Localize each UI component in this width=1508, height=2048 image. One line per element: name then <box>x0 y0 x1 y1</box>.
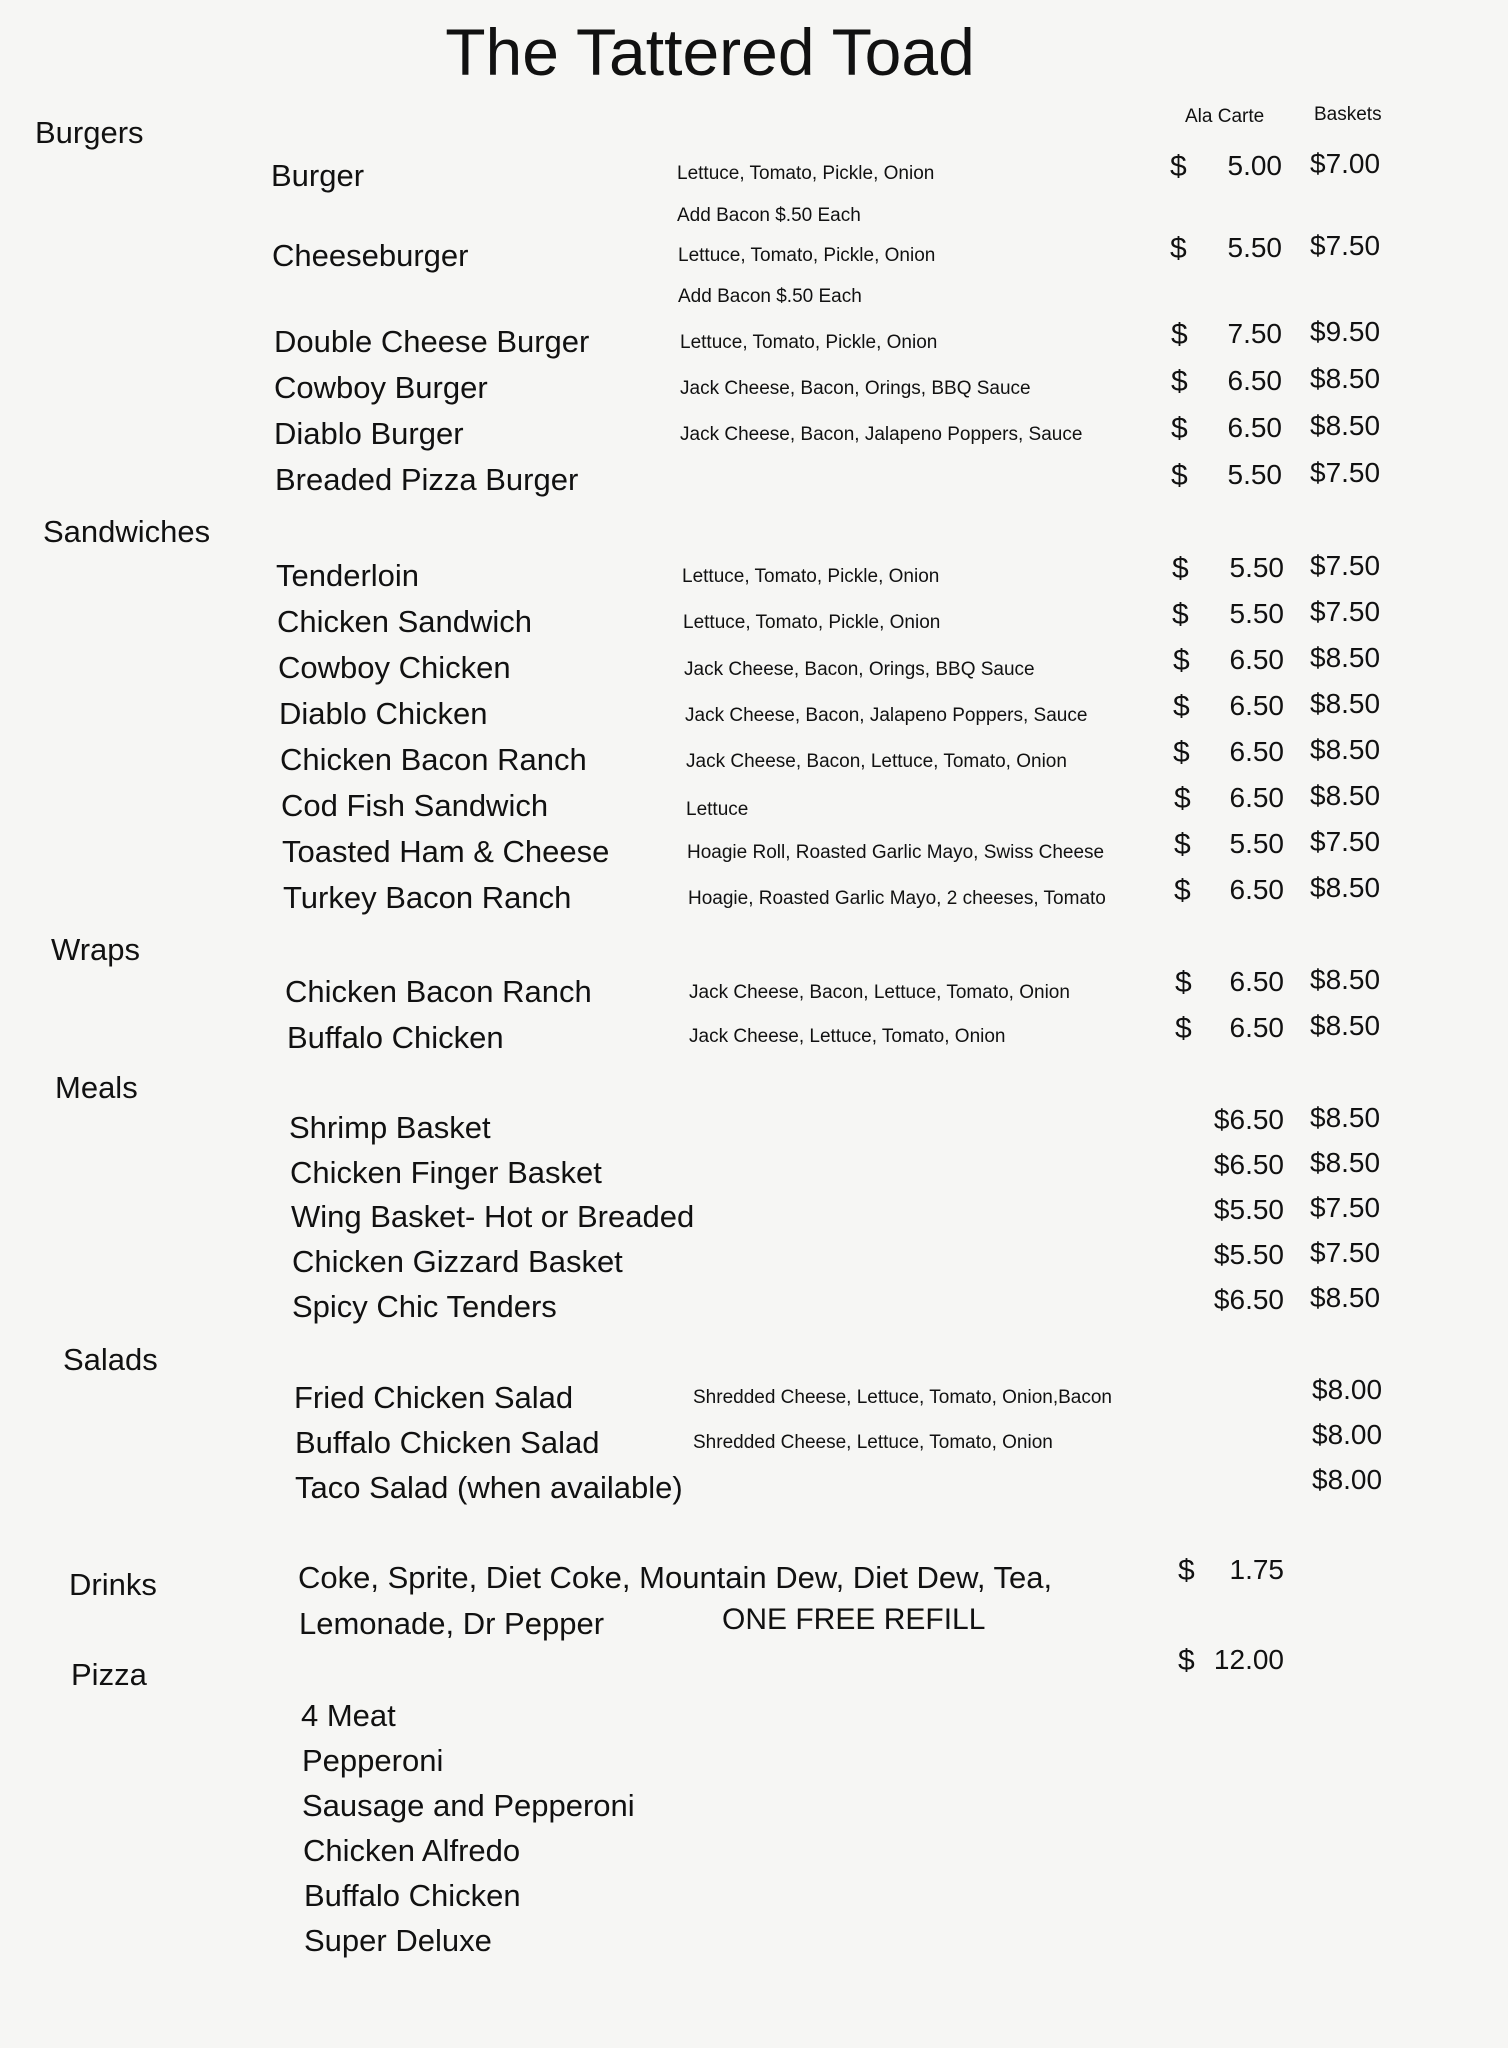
item-name: Breaded Pizza Burger <box>275 462 579 497</box>
item-name: Spicy Chic Tenders <box>292 1289 557 1324</box>
ala-carte-price: $6.50 <box>1213 1284 1284 1315</box>
ala-carte-price: 5.50 <box>1229 828 1284 859</box>
item-desc: Jack Cheese, Bacon, Lettuce, Tomato, Onion <box>686 751 1067 772</box>
drink-price: 1.75 <box>1229 1554 1284 1585</box>
item-desc: Lettuce, Tomato, Pickle, Onion <box>682 566 940 587</box>
basket-price: $7.50 <box>1310 230 1381 261</box>
ala-carte-price: 6.50 <box>1229 1012 1284 1043</box>
ala-carte-price: 5.50 <box>1227 232 1282 263</box>
ala-carte-price: 6.50 <box>1227 365 1282 396</box>
item-name: Cowboy Burger <box>274 370 488 405</box>
item-desc: Jack Cheese, Bacon, Orings, BBQ Sauce <box>680 378 1031 399</box>
section-pizza: Pizza <box>71 1657 147 1692</box>
ala-carte-price: 6.50 <box>1229 690 1284 721</box>
dollar-sign: $ <box>1174 828 1191 861</box>
item-name: Double Cheese Burger <box>274 324 590 359</box>
section-burgers: Burgers <box>35 115 144 150</box>
item-desc: Jack Cheese, Bacon, Jalapeno Poppers, Sauce <box>680 424 1083 445</box>
dollar-sign: $ <box>1178 1554 1195 1587</box>
item-desc: Shredded Cheese, Lettuce, Tomato, Onion <box>693 1432 1053 1453</box>
item-name: Fried Chicken Salad <box>294 1380 574 1415</box>
section-drinks: Drinks <box>69 1567 157 1602</box>
pizza-item: 4 Meat <box>301 1698 396 1733</box>
menu-title: The Tattered Toad <box>445 15 975 89</box>
dollar-sign: $ <box>1175 1012 1192 1045</box>
pizza-item: Buffalo Chicken <box>304 1878 521 1913</box>
dollar-sign: $ <box>1171 459 1188 492</box>
item-name: Diablo Burger <box>274 416 464 451</box>
ala-carte-price: 6.50 <box>1227 412 1282 443</box>
item-extra: Add Bacon $.50 Each <box>677 205 861 226</box>
ala-carte-price: $5.50 <box>1213 1194 1284 1225</box>
dollar-sign: $ <box>1170 150 1187 183</box>
basket-price: $8.50 <box>1310 363 1381 394</box>
basket-price: $8.00 <box>1312 1464 1383 1495</box>
ala-carte-price: 6.50 <box>1229 874 1284 905</box>
basket-price: $8.50 <box>1310 410 1381 441</box>
item-name: Chicken Sandwich <box>277 604 533 639</box>
item-name: Cowboy Chicken <box>278 650 511 685</box>
item-name: Buffalo Chicken <box>287 1020 504 1055</box>
dollar-sign: $ <box>1174 874 1191 907</box>
item-desc: Lettuce, Tomato, Pickle, Onion <box>677 163 935 184</box>
basket-price: $7.50 <box>1310 550 1381 581</box>
item-name: Chicken Bacon Ranch <box>285 974 592 1009</box>
item-name: Chicken Bacon Ranch <box>280 742 587 777</box>
basket-price: $8.50 <box>1310 642 1381 673</box>
ala-carte-price: 5.50 <box>1229 552 1284 583</box>
item-desc: Hoagie, Roasted Garlic Mayo, 2 cheeses, Tomato <box>688 888 1106 909</box>
ala-carte-price: $5.50 <box>1213 1239 1284 1270</box>
basket-price: $8.50 <box>1310 964 1381 995</box>
dollar-sign: $ <box>1172 598 1189 631</box>
basket-price: $8.50 <box>1310 1102 1381 1133</box>
item-name: Wing Basket- Hot or Breaded <box>291 1199 695 1234</box>
pizza-item: Sausage and Pepperoni <box>302 1788 635 1823</box>
item-name: Tenderloin <box>276 558 420 593</box>
item-name: Turkey Bacon Ranch <box>283 880 572 915</box>
item-extra: Add Bacon $.50 Each <box>678 286 862 307</box>
dollar-sign: $ <box>1173 690 1190 723</box>
basket-price: $7.50 <box>1310 826 1381 857</box>
item-desc: Jack Cheese, Bacon, Lettuce, Tomato, Onion <box>689 982 1070 1003</box>
section-meals: Meals <box>55 1070 138 1105</box>
basket-price: $7.00 <box>1310 148 1381 179</box>
drinks-line: Lemonade, Dr Pepper <box>299 1606 605 1641</box>
ala-carte-price: 5.50 <box>1227 459 1282 490</box>
pizza-price: 12.00 <box>1213 1644 1284 1675</box>
item-desc: Shredded Cheese, Lettuce, Tomato, Onion,Bacon <box>693 1387 1112 1408</box>
basket-price: $8.00 <box>1312 1374 1383 1405</box>
dollar-sign: $ <box>1173 644 1190 677</box>
basket-price: $7.50 <box>1310 457 1381 488</box>
item-desc: Lettuce, Tomato, Pickle, Onion <box>678 245 936 266</box>
basket-price: $9.50 <box>1310 316 1381 347</box>
item-desc: Lettuce, Tomato, Pickle, Onion <box>683 612 941 633</box>
basket-price: $8.50 <box>1310 688 1381 719</box>
pizza-item: Chicken Alfredo <box>303 1833 521 1868</box>
basket-price: $8.50 <box>1310 734 1381 765</box>
item-name: Burger <box>271 158 365 193</box>
basket-price: $8.50 <box>1310 1147 1381 1178</box>
basket-price: $7.50 <box>1310 596 1381 627</box>
section-wraps: Wraps <box>51 932 141 967</box>
basket-price: $8.50 <box>1310 872 1381 903</box>
ala-carte-price: $6.50 <box>1213 1149 1284 1180</box>
section-salads: Salads <box>63 1342 158 1377</box>
col-header-baskets: Baskets <box>1314 104 1382 125</box>
dollar-sign: $ <box>1171 412 1188 445</box>
basket-price: $8.50 <box>1310 780 1381 811</box>
basket-price: $7.50 <box>1310 1237 1381 1268</box>
col-header-ala-carte: Ala Carte <box>1185 106 1265 127</box>
ala-carte-price: 7.50 <box>1227 318 1282 349</box>
dollar-sign: $ <box>1175 966 1192 999</box>
dollar-sign: $ <box>1170 232 1187 265</box>
pizza-item: Super Deluxe <box>304 1923 492 1958</box>
item-desc: Jack Cheese, Bacon, Orings, BBQ Sauce <box>684 659 1035 680</box>
dollar-sign: $ <box>1171 318 1188 351</box>
dollar-sign: $ <box>1171 365 1188 398</box>
item-name: Cheeseburger <box>272 238 469 273</box>
item-desc: Lettuce, Tomato, Pickle, Onion <box>680 332 938 353</box>
dollar-sign: $ <box>1173 736 1190 769</box>
basket-price: $8.00 <box>1312 1419 1383 1450</box>
item-name: Cod Fish Sandwich <box>281 788 549 823</box>
dollar-sign: $ <box>1174 782 1191 815</box>
refill-note: ONE FREE REFILL <box>722 1603 986 1636</box>
ala-carte-price: 6.50 <box>1229 782 1284 813</box>
dollar-sign: $ <box>1178 1644 1195 1677</box>
ala-carte-price: 5.50 <box>1229 598 1284 629</box>
ala-carte-price: 6.50 <box>1229 736 1284 767</box>
item-name: Toasted Ham & Cheese <box>282 834 610 869</box>
item-name: Taco Salad (when available) <box>295 1470 683 1505</box>
item-desc: Lettuce <box>686 799 749 820</box>
pizza-item: Pepperoni <box>302 1743 444 1778</box>
basket-price: $8.50 <box>1310 1282 1381 1313</box>
basket-price: $7.50 <box>1310 1192 1381 1223</box>
ala-carte-price: 5.00 <box>1227 150 1282 181</box>
item-name: Chicken Gizzard Basket <box>292 1244 623 1279</box>
ala-carte-price: $6.50 <box>1213 1104 1284 1135</box>
item-desc: Hoagie Roll, Roasted Garlic Mayo, Swiss Cheese <box>687 842 1105 863</box>
item-name: Chicken Finger Basket <box>290 1155 602 1190</box>
dollar-sign: $ <box>1172 552 1189 585</box>
basket-price: $8.50 <box>1310 1010 1381 1041</box>
section-sandwiches: Sandwiches <box>43 514 211 549</box>
item-desc: Jack Cheese, Lettuce, Tomato, Onion <box>689 1026 1006 1047</box>
ala-carte-price: 6.50 <box>1229 966 1284 997</box>
item-desc: Jack Cheese, Bacon, Jalapeno Poppers, Sauce <box>685 705 1088 726</box>
drinks-line: Coke, Sprite, Diet Coke, Mountain Dew, Diet Dew, Tea, <box>298 1560 1053 1595</box>
item-name: Diablo Chicken <box>279 696 488 731</box>
ala-carte-price: 6.50 <box>1229 644 1284 675</box>
item-name: Buffalo Chicken Salad <box>295 1425 600 1460</box>
item-name: Shrimp Basket <box>289 1110 491 1145</box>
